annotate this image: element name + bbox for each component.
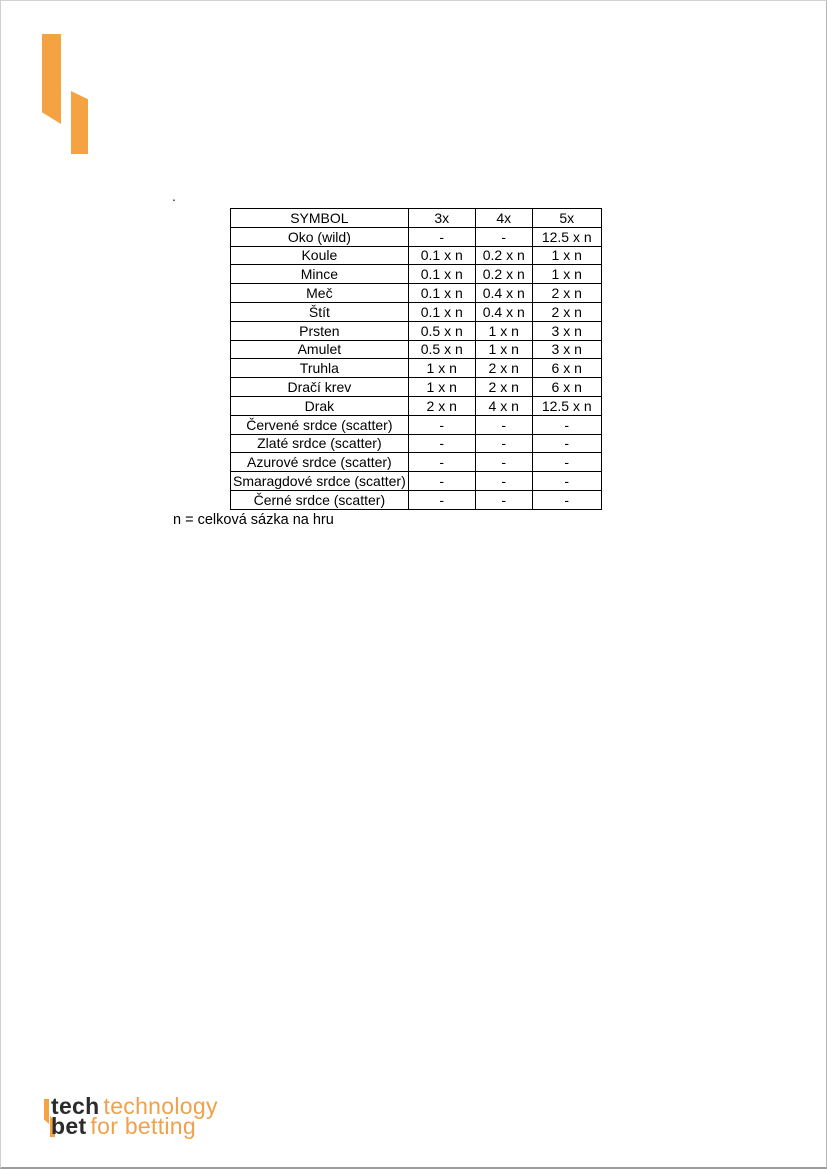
payout-cell: 2 x n	[532, 302, 601, 321]
symbol-cell: Meč	[231, 284, 409, 303]
payout-cell: -	[532, 453, 601, 472]
payout-cell: 0.5 x n	[408, 321, 475, 340]
payout-cell: 6 x n	[532, 359, 601, 378]
footer-logo-tech: tech	[51, 1093, 100, 1119]
payout-cell: 0.4 x n	[475, 302, 532, 321]
symbol-cell: Černé srdce (scatter)	[231, 490, 409, 509]
payout-cell: 6 x n	[532, 378, 601, 397]
table-row	[231, 321, 602, 340]
payout-cell: 1 x n	[408, 378, 475, 397]
payout-cell: -	[532, 434, 601, 453]
table-row	[231, 340, 602, 359]
payout-cell: -	[408, 415, 475, 434]
symbol-cell: Koule	[231, 246, 409, 265]
table-header-row	[231, 209, 602, 228]
payout-cell: 2 x n	[532, 284, 601, 303]
footer-logo-bet: bet	[51, 1113, 87, 1139]
symbol-cell: Mince	[231, 265, 409, 284]
payout-cell: -	[408, 434, 475, 453]
paytable-footnote: n = celková sázka na hru	[173, 512, 334, 528]
payout-cell: -	[532, 415, 601, 434]
stray-period: .	[172, 188, 176, 204]
payout-cell: 1 x n	[475, 321, 532, 340]
symbol-cell: Oko (wild)	[231, 227, 409, 246]
payout-cell: 0.4 x n	[475, 284, 532, 303]
payout-cell: -	[475, 415, 532, 434]
payout-cell: 1 x n	[532, 246, 601, 265]
payout-cell: 0.5 x n	[408, 340, 475, 359]
payout-cell: -	[475, 490, 532, 509]
payout-cell: 12.5 x n	[532, 396, 601, 415]
payout-cell: -	[532, 472, 601, 491]
payout-cell: 1 x n	[475, 340, 532, 359]
payout-cell: 3 x n	[532, 321, 601, 340]
symbol-cell: Azurové srdce (scatter)	[231, 453, 409, 472]
footer-logo-technology: technology	[103, 1093, 218, 1119]
column-header-4x: 4x	[475, 209, 532, 228]
table-row	[231, 359, 602, 378]
paytable-body	[231, 227, 602, 509]
column-header-3x: 3x	[408, 209, 475, 228]
table-row	[231, 265, 602, 284]
payout-cell: 0.1 x n	[408, 284, 475, 303]
footer-logo-text	[51, 1093, 218, 1139]
table-row	[231, 246, 602, 265]
payout-cell: 1 x n	[532, 265, 601, 284]
table-row	[231, 302, 602, 321]
payout-cell: 2 x n	[475, 359, 532, 378]
table-row	[231, 284, 602, 303]
payout-cell: 2 x n	[475, 378, 532, 397]
column-header-5x: 5x	[532, 209, 601, 228]
payout-cell: -	[408, 472, 475, 491]
payout-cell: -	[408, 490, 475, 509]
payout-cell: 12.5 x n	[532, 227, 601, 246]
techbet-footer-logo	[1, 1091, 301, 1151]
footer-logo-forbetting: for betting	[90, 1113, 196, 1139]
payout-cell: -	[532, 490, 601, 509]
table-row	[231, 396, 602, 415]
payout-cell: 0.1 x n	[408, 246, 475, 265]
symbol-cell: Červené srdce (scatter)	[231, 415, 409, 434]
symbol-cell: Štít	[231, 302, 409, 321]
symbol-cell: Amulet	[231, 340, 409, 359]
payout-cell: 4 x n	[475, 396, 532, 415]
payout-cell: -	[408, 227, 475, 246]
table-row	[231, 227, 602, 246]
table-row	[231, 472, 602, 491]
table-row	[231, 415, 602, 434]
symbol-cell: Prsten	[231, 321, 409, 340]
payout-cell: 1 x n	[408, 359, 475, 378]
paytable	[230, 208, 602, 510]
techbet-logo-mark	[1, 1, 121, 171]
symbol-cell: Dračí krev	[231, 378, 409, 397]
payout-cell: 0.1 x n	[408, 302, 475, 321]
symbol-cell: Drak	[231, 396, 409, 415]
payout-cell: -	[475, 227, 532, 246]
payout-cell: 0.1 x n	[408, 265, 475, 284]
payout-cell: -	[475, 453, 532, 472]
payout-cell: 0.2 x n	[475, 246, 532, 265]
logo-bar-left	[42, 34, 61, 124]
table-row	[231, 378, 602, 397]
symbol-cell: Truhla	[231, 359, 409, 378]
table-row	[231, 490, 602, 509]
footer-logo-bar-left	[44, 1099, 49, 1124]
payout-cell: -	[408, 453, 475, 472]
payout-cell: 3 x n	[532, 340, 601, 359]
symbol-cell: Smaragdové srdce (scatter)	[231, 472, 409, 491]
table-row	[231, 453, 602, 472]
column-header-symbol: SYMBOL	[231, 209, 409, 228]
payout-cell: 2 x n	[408, 396, 475, 415]
table-row	[231, 434, 602, 453]
footer-logo-line2	[51, 1113, 218, 1139]
symbol-cell: Zlaté srdce (scatter)	[231, 434, 409, 453]
payout-cell: -	[475, 472, 532, 491]
payout-cell: 0.2 x n	[475, 265, 532, 284]
logo-bar-right	[71, 91, 88, 154]
payout-cell: -	[475, 434, 532, 453]
